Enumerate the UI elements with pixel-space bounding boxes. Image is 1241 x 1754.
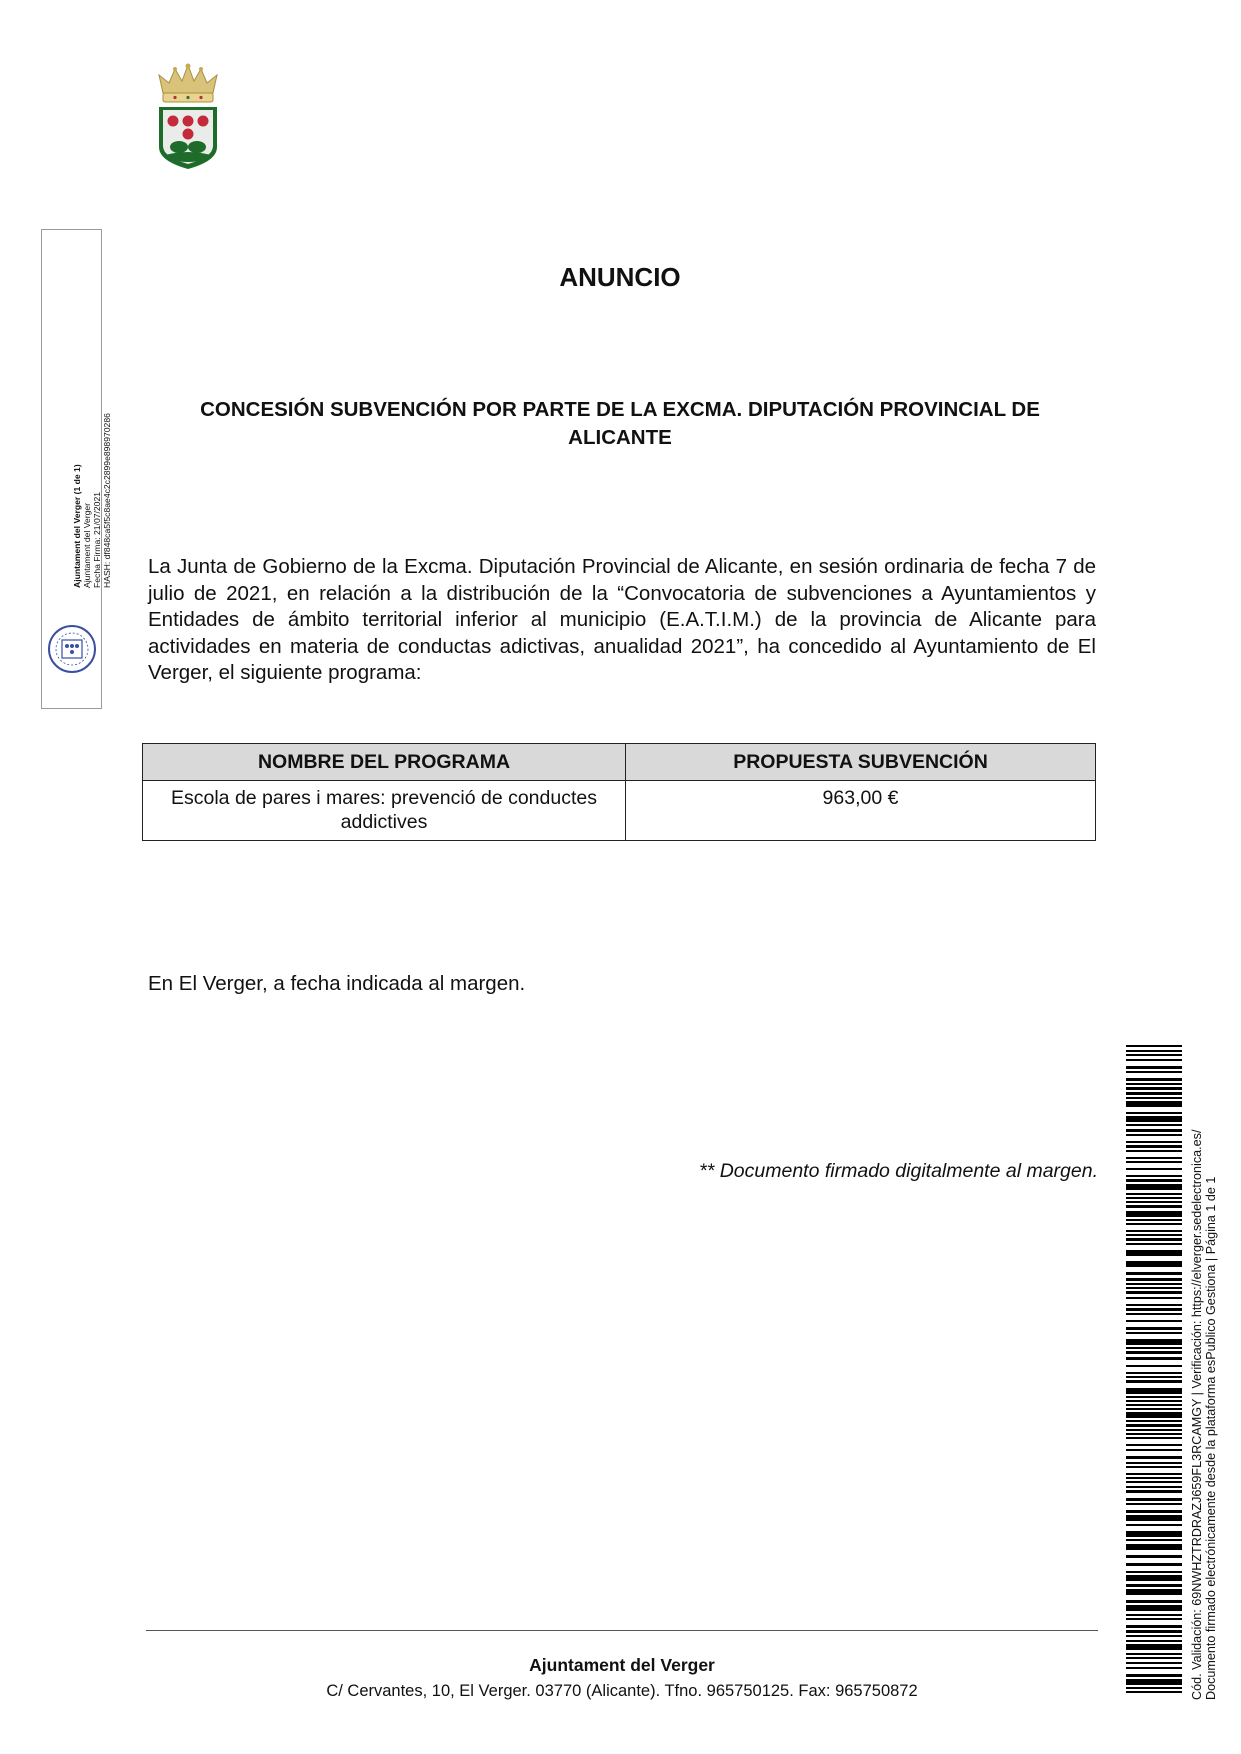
barcode-bar <box>1126 1193 1182 1195</box>
barcode-bar <box>1126 1486 1182 1488</box>
barcode-bar <box>1126 1238 1182 1241</box>
barcode-bar <box>1126 1141 1182 1143</box>
barcode-bar <box>1126 1134 1182 1136</box>
barcode-bar <box>1126 1184 1182 1190</box>
barcode-bar <box>1126 1234 1182 1236</box>
barcode-bar <box>1126 1404 1182 1406</box>
digital-signature-note: ** Documento firmado digitalmente al margen. <box>699 1160 1098 1182</box>
barcode-bar <box>1126 1635 1182 1637</box>
barcode-bar <box>1126 1644 1182 1650</box>
barcode-bar <box>1126 1466 1182 1468</box>
barcode-bar <box>1126 1320 1182 1322</box>
barcode-bar <box>1126 1429 1182 1431</box>
barcode-bar <box>1126 1066 1182 1069</box>
barcode-bar <box>1126 1679 1182 1685</box>
barcode-bar <box>1126 1456 1182 1459</box>
barcode-bar <box>1126 1614 1182 1616</box>
barcode-bar <box>1126 1473 1182 1475</box>
barcode-bar <box>1126 1157 1182 1159</box>
barcode-bar <box>1126 1129 1182 1132</box>
table-row <box>143 781 1096 841</box>
barcode-bar <box>1126 1161 1182 1163</box>
validation-platform-line: Documento firmado electrónicamente desde la plataforma esPublico Gestiona | Página 1 de 1 <box>1203 1176 1218 1700</box>
barcode-bar <box>1126 1618 1182 1620</box>
table-header-row <box>143 744 1096 781</box>
cell-program-name: Escola de pares i mares: prevenció de conductes addictives <box>143 781 626 841</box>
barcode-bar <box>1126 1179 1182 1182</box>
barcode-bar <box>1126 1250 1182 1256</box>
barcode-bar <box>1126 1230 1182 1232</box>
barcode-bar <box>1126 1175 1182 1177</box>
barcode-bar <box>1126 1490 1182 1493</box>
barcode-bar <box>1126 1625 1182 1628</box>
barcode-bar <box>1126 1116 1182 1122</box>
footer-organization-name: Ajuntament del Verger <box>529 1655 715 1675</box>
document-subtitle: CONCESIÓN SUBVENCIÓN POR PARTE DE LA EXCMA. DIPUTACIÓN PROVINCIAL DE ALICANTE <box>200 398 1040 449</box>
barcode-bar <box>1126 1420 1182 1422</box>
barcode-bar <box>1126 1083 1182 1085</box>
column-header-program: NOMBRE DEL PROGRAMA <box>143 744 626 781</box>
barcode-bar <box>1126 1365 1182 1367</box>
signature-signer: Ajuntament del Verger <box>82 502 92 588</box>
validation-code-line: Cód. Validación: 69NWHZTRDRAZJ659FL3RCAMGY | Verificación: https://elverger.sedelectronica.es/ <box>1190 1129 1204 1700</box>
barcode-bar <box>1126 1272 1182 1275</box>
barcode-bar <box>1126 1544 1182 1550</box>
signature-title: Ajuntament del Verger (1 de 1) <box>72 464 82 588</box>
barcode-bar <box>1126 1510 1182 1513</box>
barcode-bar <box>1126 1462 1182 1464</box>
barcode-bar <box>1126 1045 1182 1047</box>
barcode-bar <box>1126 1600 1182 1603</box>
barcode-bar <box>1126 1449 1182 1451</box>
barcode-bar <box>1126 1219 1182 1221</box>
barcode-bar <box>1126 1092 1182 1095</box>
barcode-bar <box>1126 1531 1182 1537</box>
barcode-bar <box>1126 1223 1182 1225</box>
barcode-bar <box>1126 1124 1182 1126</box>
barcode-bar <box>1126 1630 1182 1633</box>
barcode-bar <box>1126 1261 1182 1267</box>
barcode-bar <box>1126 1071 1182 1073</box>
barcode-bar <box>1126 1291 1182 1294</box>
barcode-bar <box>1126 1327 1182 1330</box>
barcode-bar <box>1126 1515 1182 1521</box>
barcode-bar <box>1126 1372 1182 1374</box>
barcode-bar <box>1126 1339 1182 1345</box>
barcode-bar <box>1126 1145 1182 1148</box>
barcode-bar <box>1126 1412 1182 1418</box>
barcode-bar <box>1126 1539 1182 1541</box>
body-paragraph: La Junta de Gobierno de la Excma. Diputación Provincial de Alicante, en sesión ordinaria de fecha 7 de julio de 2021, en relación a la distribución de la “Convocatoria de subvenciones a Ayuntamientos y Entidades de ámbito territorial inferior al municipio (E.A.T.I.M.) de la provincia de Alicante para actividades en materia de conductas adictivas, anualidad 2021”, ha concedido al Ayuntamiento de El Verger, el siguiente programa: <box>148 555 1096 684</box>
barcode-bar <box>1126 1313 1182 1315</box>
barcode-bar <box>1126 1357 1182 1360</box>
barcode-bar <box>1126 1197 1182 1199</box>
barcode-bar <box>1126 1380 1182 1383</box>
barcode-bar <box>1126 1571 1182 1573</box>
barcode-bar <box>1126 1563 1182 1566</box>
barcode-bar <box>1126 1691 1182 1693</box>
barcode-bar <box>1126 1640 1182 1642</box>
barcode-bar <box>1126 1287 1182 1289</box>
coat-of-arms-icon <box>155 63 221 171</box>
barcode-bar <box>1126 1589 1182 1595</box>
barcode-bar <box>1126 1575 1182 1581</box>
barcode-bar <box>1126 1087 1182 1090</box>
barcode-bar <box>1126 1667 1182 1669</box>
barcode-bar <box>1126 1477 1182 1479</box>
barcode-bar <box>1126 1050 1182 1052</box>
barcode-bar <box>1126 1662 1182 1664</box>
validation-text <box>1191 1130 1218 1700</box>
barcode-bar <box>1126 1674 1182 1677</box>
footer-address: C/ Cervantes, 10, El Verger. 03770 (Alicante). Tfno. 965750125. Fax: 965750872 <box>326 1682 918 1700</box>
barcode-bar <box>1126 1503 1182 1505</box>
footer-divider <box>146 1630 1098 1631</box>
barcode-bar <box>1126 1376 1182 1378</box>
barcode-bar <box>1126 1433 1182 1435</box>
barcode-bar <box>1126 1304 1182 1306</box>
column-header-subsidy: PROPUESTA SUBVENCIÓN <box>626 744 1096 781</box>
barcode-bar <box>1126 1498 1182 1501</box>
barcode-bar <box>1126 1097 1182 1099</box>
barcode-bar <box>1126 1168 1182 1170</box>
barcode-bar <box>1126 1657 1182 1659</box>
barcode-bar <box>1126 1400 1182 1402</box>
document-title: ANUNCIO <box>559 262 681 292</box>
barcode-bar <box>1126 1605 1182 1611</box>
barcode-icon <box>1126 1045 1182 1693</box>
barcode-bar <box>1126 1351 1182 1354</box>
barcode-bar <box>1126 1297 1182 1299</box>
barcode-bar <box>1126 1308 1182 1311</box>
barcode-bar <box>1126 1444 1182 1446</box>
municipal-seal-icon <box>45 620 99 678</box>
barcode-bar <box>1126 1205 1182 1208</box>
barcode-bar <box>1126 1347 1182 1349</box>
cell-subsidy-amount: 963,00 € <box>626 781 1096 841</box>
place-date-line: En El Verger, a fecha indicada al margen. <box>148 972 526 995</box>
barcode-bar <box>1126 1059 1182 1061</box>
barcode-bar <box>1126 1078 1182 1081</box>
signature-hash: HASH: df848ca5f5c8ae4c2c2899e898970286 <box>102 413 112 588</box>
barcode-bar <box>1126 1687 1182 1689</box>
barcode-bar <box>1126 1283 1182 1285</box>
signature-date: Fecha Firma: 21/07/2021 <box>92 491 102 588</box>
barcode-bar <box>1126 1101 1182 1107</box>
barcode-bar <box>1126 1653 1182 1655</box>
barcode-bar <box>1126 1332 1182 1334</box>
barcode-bar <box>1126 1524 1182 1526</box>
barcode-bar <box>1126 1243 1182 1245</box>
barcode-bar <box>1126 1424 1182 1427</box>
barcode-bar <box>1126 1211 1182 1217</box>
barcode-bar <box>1126 1481 1182 1483</box>
barcode-bar <box>1126 1112 1182 1114</box>
barcode-bar <box>1126 1396 1182 1398</box>
barcode-bar <box>1126 1437 1182 1439</box>
barcode-bar <box>1126 1054 1182 1056</box>
barcode-bar <box>1126 1388 1182 1394</box>
signature-margin-text <box>72 413 112 588</box>
barcode-bar <box>1126 1201 1182 1203</box>
barcode-bar <box>1126 1584 1182 1587</box>
barcode-bar <box>1126 1408 1182 1410</box>
barcode-bar <box>1126 1150 1182 1152</box>
subsidy-table <box>142 743 1096 841</box>
barcode-bar <box>1126 1555 1182 1558</box>
barcode-bar <box>1126 1278 1182 1281</box>
